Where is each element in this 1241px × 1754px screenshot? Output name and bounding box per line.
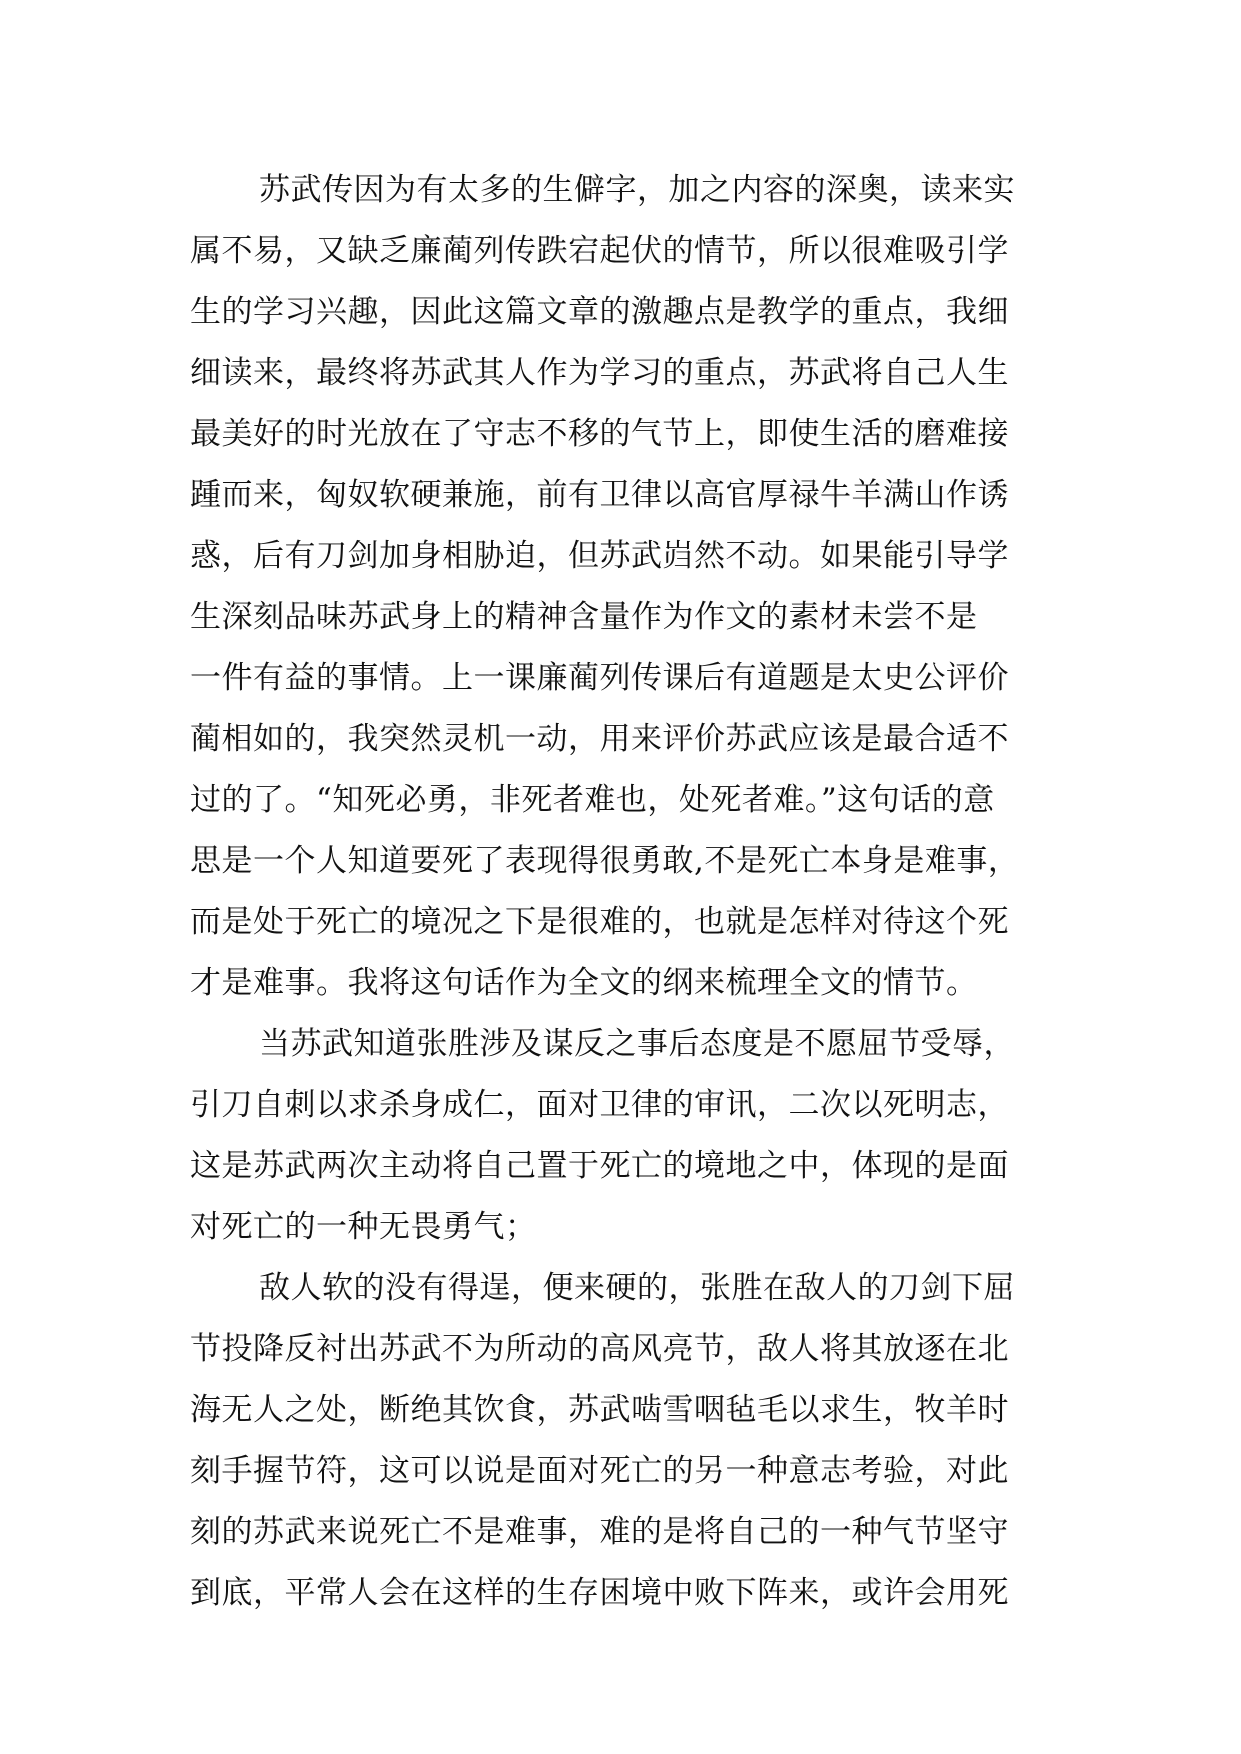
text-line: 这是苏武两次主动将自己置于死亡的境地之中，体现的是面 (190, 1148, 1009, 1184)
text-line: 敌人软的没有得逞，便来硬的，张胜在敌人的刀剑下屈 (259, 1270, 1015, 1306)
text-line: 蔺相如的，我突然灵机一动，用来评价苏武应该是最合适不 (190, 721, 1009, 757)
text-line: 过的了。“知死必勇，非死者难也，处死者难。”这句话的意 (190, 782, 995, 818)
text-line: 最美好的时光放在了守志不移的气节上，即使生活的磨难接 (190, 416, 1009, 452)
text-line: 刻的苏武来说死亡不是难事，难的是将自己的一种气节坚守 (190, 1514, 1009, 1550)
text-line: 才是难事。我将这句话作为全文的纲来梳理全文的情节。 (190, 965, 978, 1001)
text-line: 当苏武知道张胜涉及谋反之事后态度是不愿屈节受辱， (259, 1026, 1015, 1062)
text-line: 踵而来，匈奴软硬兼施，前有卫律以高官厚禄牛羊满山作诱 (190, 477, 1009, 513)
text-line: 细读来，最终将苏武其人作为学习的重点，苏武将自己人生 (190, 355, 1009, 391)
text-line: 而是处于死亡的境况之下是很难的，也就是怎样对待这个死 (190, 904, 1009, 940)
text-line: 引刀自刺以求杀身成仁，面对卫律的审讯，二次以死明志， (190, 1087, 1009, 1123)
document-body (190, 160, 1050, 1624)
text-line: 对死亡的一种无畏勇气； (190, 1209, 537, 1245)
text-line: 海无人之处，断绝其饮食，苏武啮雪咽毡毛以求生，牧羊时 (190, 1392, 1009, 1428)
text-line: 刻手握节符，这可以说是面对死亡的另一种意志考验，对此 (190, 1453, 1009, 1489)
text-line: 到底，平常人会在这样的生存困境中败下阵来，或许会用死 (190, 1575, 1009, 1611)
text-line: 思是一个人知道要死了表现得很勇敢,不是死亡本身是难事， (190, 843, 1020, 879)
text-line: 生的学习兴趣，因此这篇文章的激趣点是教学的重点，我细 (190, 294, 1009, 330)
text-line: 节投降反衬出苏武不为所动的高风亮节，敌人将其放逐在北 (190, 1331, 1009, 1367)
text-line: 一件有益的事情。上一课廉蔺列传课后有道题是太史公评价 (190, 660, 1009, 696)
text-line: 苏武传因为有太多的生僻字，加之内容的深奥，读来实 (259, 172, 1015, 208)
text-line: 属不易，又缺乏廉蔺列传跌宕起伏的情节，所以很难吸引学 (190, 233, 1009, 269)
text-line: 生深刻品味苏武身上的精神含量作为作文的素材未尝不是 (190, 599, 978, 635)
text-line: 惑，后有刀剑加身相胁迫，但苏武岿然不动。如果能引导学 (190, 538, 1009, 574)
